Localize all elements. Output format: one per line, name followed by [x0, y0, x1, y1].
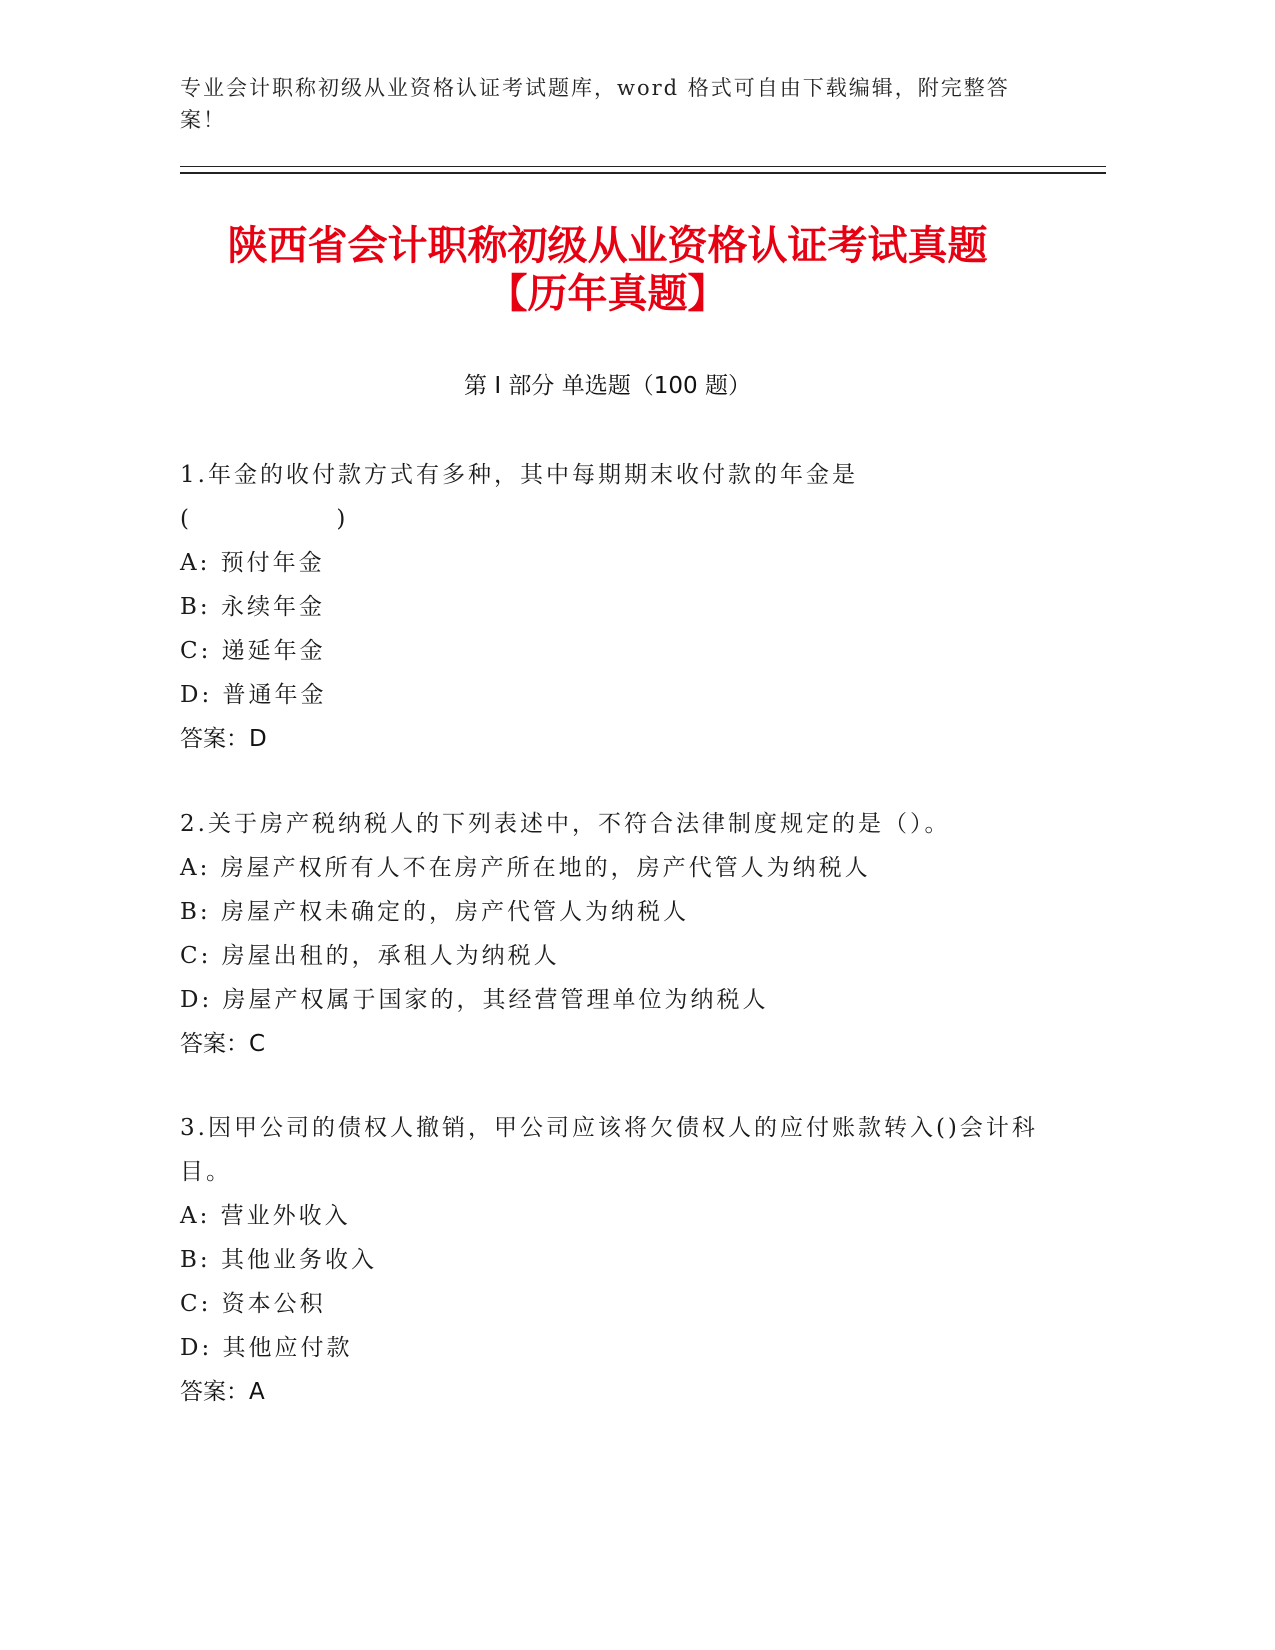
option-a: A: 预付年金: [180, 550, 325, 576]
question-2: [180, 802, 1060, 1066]
question-stem: 1.年金的收付款方式有多种，其中每期期末收付款的年金是: [180, 462, 858, 488]
answer-blank: ( ): [180, 506, 349, 532]
option-b: B: 永续年金: [180, 594, 325, 620]
answer-label: 答案：C: [180, 1031, 266, 1057]
option-b: B: 房屋产权未确定的，房产代管人为纳税人: [180, 899, 689, 925]
document-title: [120, 222, 1095, 318]
option-c: C: 房屋出租的，承租人为纳税人: [180, 943, 560, 969]
question-3: [180, 1106, 1060, 1414]
question-stem: 2.关于房产税纳税人的下列表述中，不符合法律制度规定的是（）。: [180, 811, 951, 837]
document-title-line1: 陕西省会计职称初级从业资格认证考试真题: [227, 223, 988, 269]
option-c: C: 递延年金: [180, 638, 326, 664]
option-a: A: 营业外收入: [180, 1203, 351, 1229]
question-stem: 3.因甲公司的债权人撤销，甲公司应该将欠债权人的应付账款转入()会计科目。: [180, 1115, 1038, 1185]
question-1: [180, 453, 1060, 761]
option-a: A: 房屋产权所有人不在房产所在地的，房产代管人为纳税人: [180, 855, 871, 881]
option-c: C: 资本公积: [180, 1291, 326, 1317]
answer-label: 答案：A: [180, 1379, 265, 1405]
header-note: 专业会计职称初级从业资格认证考试题库，word 格式可自由下载编辑，附完整答案！: [180, 76, 1010, 132]
document-title-line2: 【历年真题】: [487, 271, 728, 317]
answer-label: 答案：D: [180, 726, 267, 752]
section-title: 第 I 部分 单选题（100 题）: [464, 373, 751, 399]
header-divider-thin: [180, 166, 1106, 167]
option-b: B: 其他业务收入: [180, 1247, 377, 1273]
header-divider-thick: [180, 172, 1106, 174]
option-d: D: 其他应付款: [180, 1335, 353, 1361]
option-d: D: 普通年金: [180, 682, 327, 708]
option-d: D: 房屋产权属于国家的，其经营管理单位为纳税人: [180, 987, 769, 1013]
